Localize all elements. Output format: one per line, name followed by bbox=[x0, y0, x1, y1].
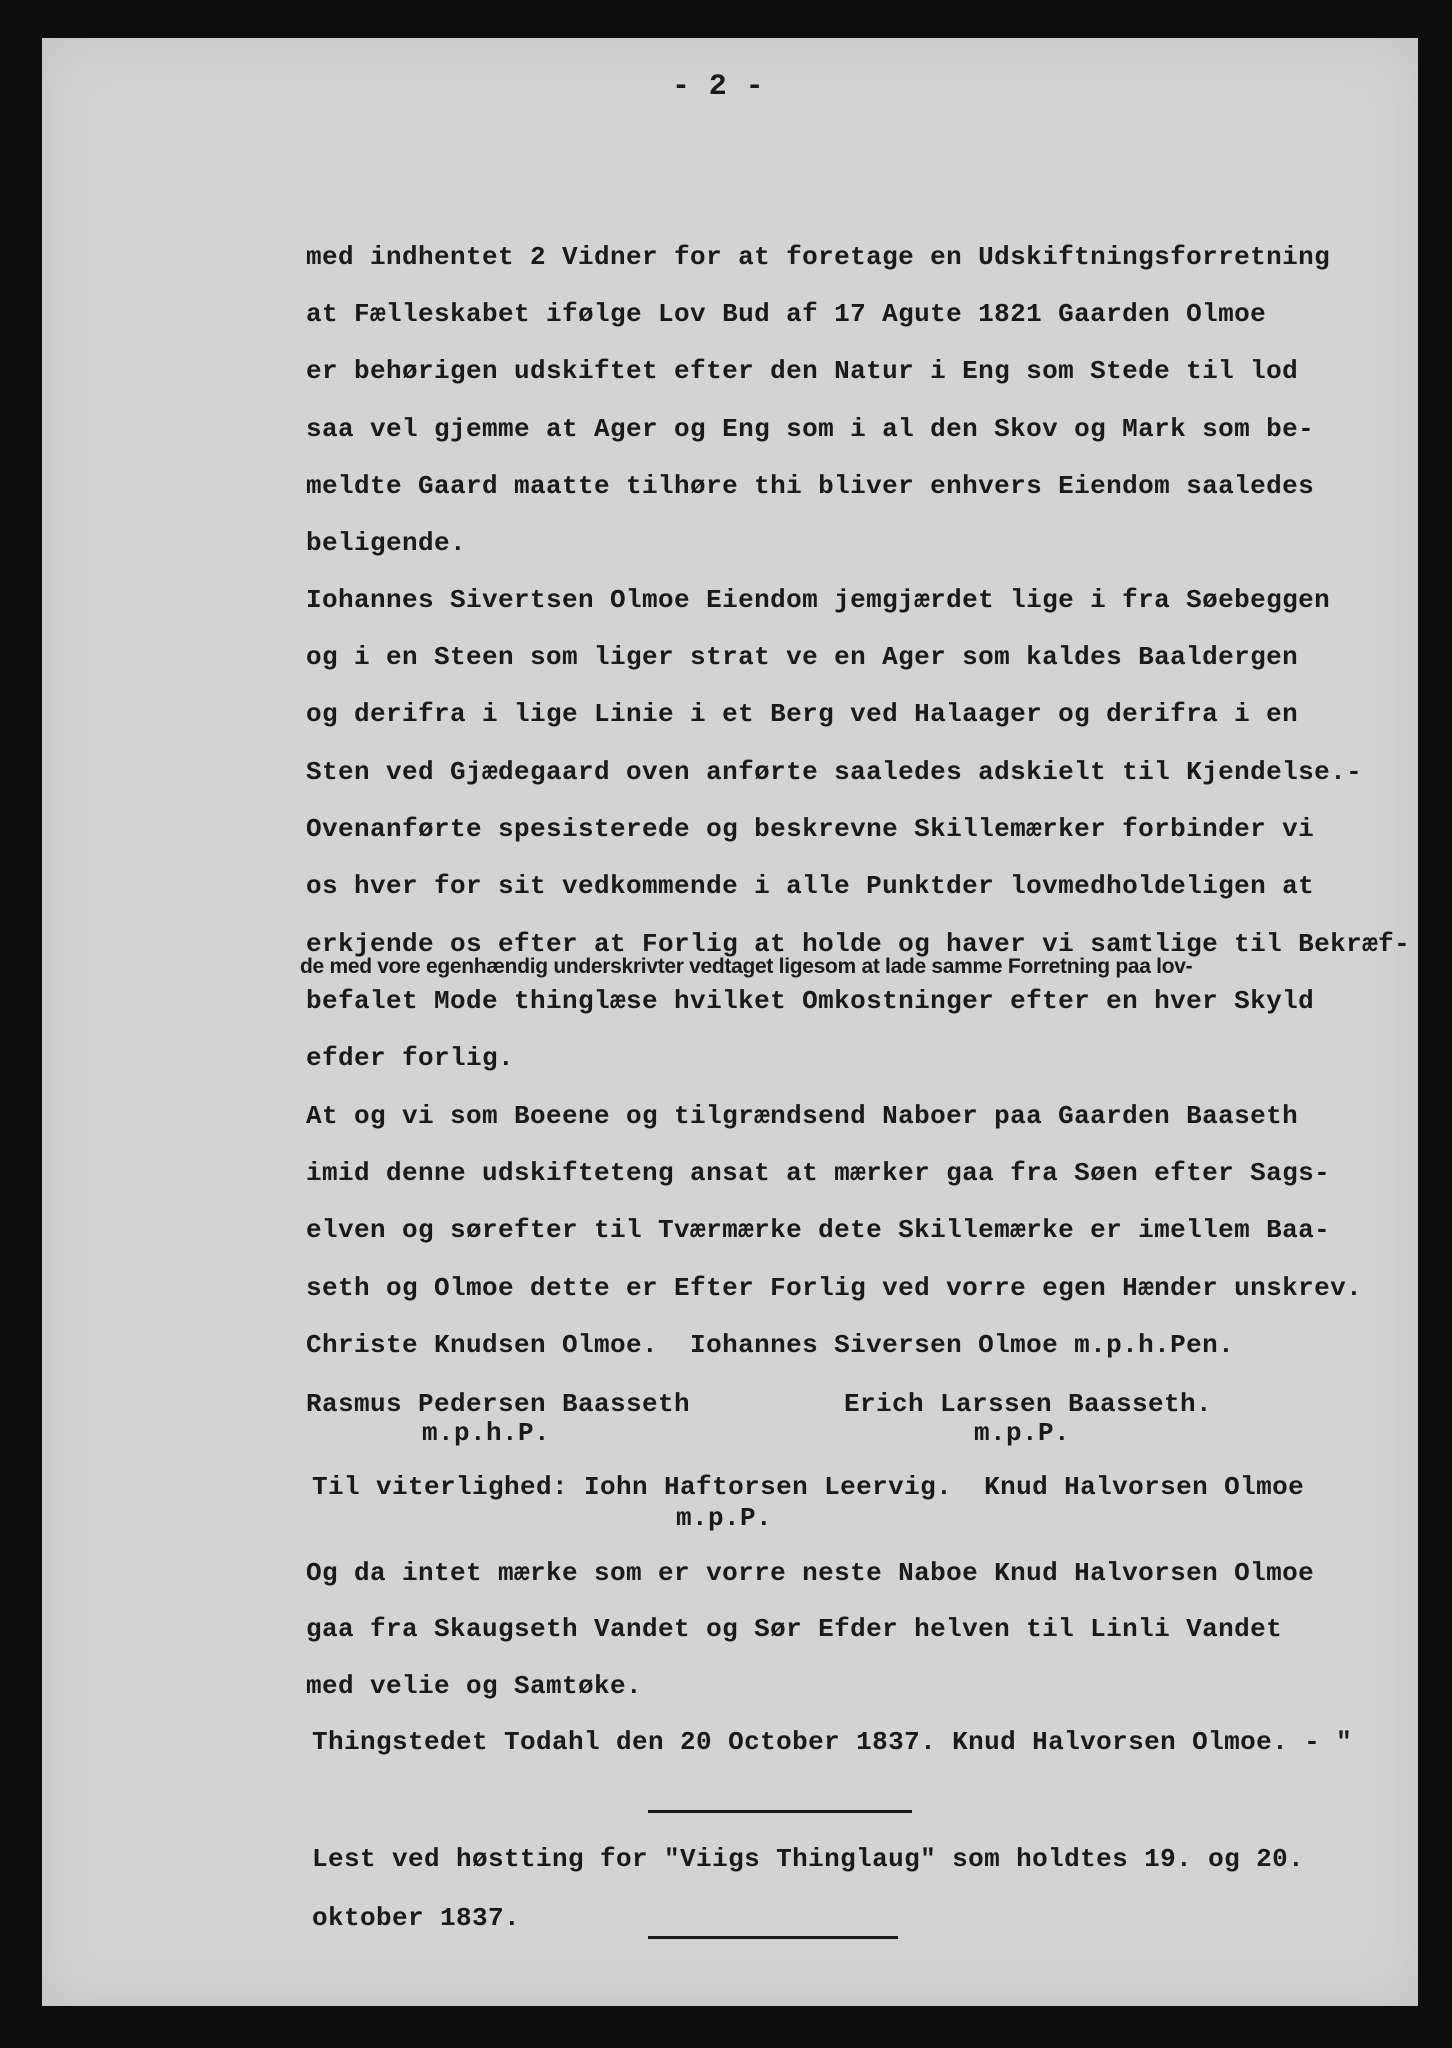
text-line: Sten ved Gjædegaard oven anførte saaledes adskielt til Kjendelse.- bbox=[306, 757, 1363, 787]
text-line: saa vel gjemme at Ager og Eng som i al den Skov og Mark som be- bbox=[306, 414, 1315, 444]
text-line: beligende. bbox=[306, 528, 467, 558]
signature-name: Erich Larssen Baasseth. bbox=[844, 1389, 1213, 1419]
witness-line: Til viterlighed: Iohn Haftorsen Leervig. Knud Halvorsen Olmoe bbox=[312, 1472, 1305, 1502]
text-line: befalet Mode thinglæse hvilket Omkostninger efter en hver Skyld bbox=[306, 986, 1315, 1016]
signature-mark: m.p.h.P. bbox=[422, 1418, 551, 1448]
text-line: erkjende os efter at Forlig at holde og haver vi samtlige til Bekræf- bbox=[306, 929, 1411, 959]
text-line: os hver for sit vedkommende i alle Punktder lovmedholdeligen at bbox=[306, 871, 1315, 901]
page-number: - 2 - bbox=[672, 70, 765, 104]
text-line: med indhentet 2 Vidner for at foretage en Udskiftningsforretning bbox=[306, 242, 1331, 272]
text-line: At og vi som Boeene og tilgrændsend Naboer paa Gaarden Baaseth bbox=[306, 1101, 1299, 1131]
document-page bbox=[42, 38, 1418, 2006]
text-line: er behørigen udskiftet efter den Natur i Eng som Stede til lod bbox=[306, 356, 1299, 386]
text-line: imid denne udskifteteng ansat at mærker gaa fra Søen efter Sags- bbox=[306, 1158, 1331, 1188]
text-line: Ovenanførte spesisterede og beskrevne Skillemærker forbinder vi bbox=[306, 814, 1315, 844]
signature-mark: m.p.P. bbox=[974, 1418, 1071, 1448]
text-line: meldte Gaard maatte tilhøre thi bliver enhvers Eiendom saaledes bbox=[306, 471, 1315, 501]
text-line: seth og Olmoe dette er Efter Forlig ved vorre egen Hænder unskrev. bbox=[306, 1273, 1363, 1303]
separator-rule bbox=[648, 1936, 898, 1939]
text-line: Iohannes Sivertsen Olmoe Eiendom jemgjærdet lige i fra Søebeggen bbox=[306, 585, 1331, 615]
text-line: Og da intet mærke som er vorre neste Naboe Knud Halvorsen Olmoe bbox=[306, 1558, 1315, 1588]
text-line: og derifra i lige Linie i et Berg ved Halaager og derifra i en bbox=[306, 699, 1299, 729]
text-line: gaa fra Skaugseth Vandet og Sør Efder helven til Linli Vandet bbox=[306, 1614, 1283, 1644]
witness-mark: m.p.P. bbox=[676, 1503, 773, 1533]
footer-line: oktober 1837. bbox=[312, 1903, 521, 1933]
text-line: med velie og Samtøke. bbox=[306, 1671, 643, 1701]
text-line: Christe Knudsen Olmoe. Iohannes Siversen Olmoe m.p.h.Pen. bbox=[306, 1330, 1235, 1360]
separator-rule bbox=[648, 1810, 912, 1813]
signature-name: Rasmus Pedersen Baasseth bbox=[306, 1389, 691, 1419]
inserted-line: de med vore egenhændig underskrivter vedtaget ligesom at lade samme Forretning paa lov- bbox=[300, 955, 1193, 978]
text-line: efder forlig. bbox=[306, 1043, 515, 1073]
footer-line: Lest ved høstting for "Viigs Thinglaug" som holdtes 19. og 20. bbox=[312, 1844, 1305, 1874]
text-line: at Fælleskabet ifølge Lov Bud af 17 Agute 1821 Gaarden Olmoe bbox=[306, 299, 1267, 329]
text-line: Thingstedet Todahl den 20 October 1837. Knud Halvorsen Olmoe. - " bbox=[312, 1727, 1353, 1757]
text-line: og i en Steen som liger strat ve en Ager som kaldes Baaldergen bbox=[306, 642, 1299, 672]
text-line: elven og sørefter til Tværmærke dete Skillemærke er imellem Baa- bbox=[306, 1215, 1331, 1245]
